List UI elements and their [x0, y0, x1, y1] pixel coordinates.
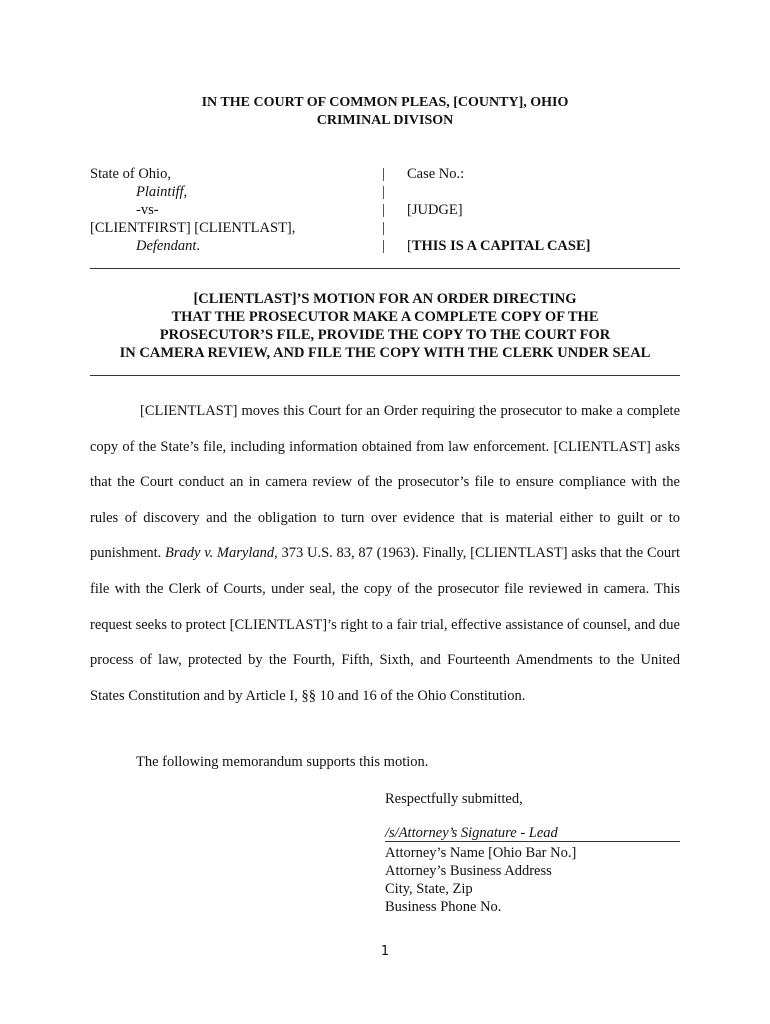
versus-label: -vs-: [136, 202, 159, 218]
case-caption: [90, 165, 680, 255]
plaintiff-role: Plaintiff,: [136, 184, 188, 200]
page-number: 1: [380, 944, 390, 959]
memorandum-line: The following memorandum supports this motion.: [136, 754, 429, 770]
defendant-name: [CLIENTFIRST] [CLIENTLAST],: [90, 220, 296, 236]
caption-separator: |: [382, 166, 385, 182]
caption-divider: [90, 268, 680, 269]
closing-text: Respectfully submitted,: [385, 791, 523, 807]
title-divider: [90, 375, 680, 376]
caption-separator: |: [382, 184, 385, 200]
attorney-address: Attorney’s Business Address: [385, 863, 552, 879]
defendant-role: Defendant.: [136, 238, 201, 254]
court-name: IN THE COURT OF COMMON PLEAS, [COUNTY], OHIO: [201, 95, 569, 110]
attorney-name: Attorney’s Name [Ohio Bar No.]: [385, 845, 577, 861]
motion-body: [90, 394, 680, 714]
caption-separator: |: [382, 238, 385, 254]
case-citation: Brady v. Maryland: [165, 545, 275, 562]
court-heading: [90, 94, 680, 130]
caption-separator: |: [382, 202, 385, 218]
plaintiff-name: State of Ohio,: [90, 166, 171, 182]
attorney-city: City, State, Zip: [385, 881, 473, 897]
attorney-phone: Business Phone No.: [385, 899, 502, 915]
judge-placeholder: [JUDGE]: [407, 202, 463, 218]
caption-separator: |: [382, 220, 385, 236]
motion-paragraph: [CLIENTLAST] moves this Court for an Order requiring the prosecutor to make a complete copy of the State’s file, including information obtained from law enforcement. [CLIENTLAST] asks that the Court conduct an in camera review of the prosecutor’s file to ensure compliance with the rules of discovery and the obligation to turn over evidence that is material either to guilt or to punishment. Brady v. Maryland, 373 U.S. 83, 87 (1963). Finally, [CLIENTLAST] asks that the Court file with the Clerk of Courts, under seal, the copy of the prosecutor file reviewed in camera. This request seeks to protect [CLIENTLAST]’s right to a fair trial, effective assistance of counsel, and due process of law, protected by the Fourth, Fifth, Sixth, and Fourteenth Amendments to the United States Constitution and by Article I, §§ 10 and 16 of the Ohio Constitution.: [90, 403, 680, 704]
case-number-label: Case No.:: [407, 166, 465, 182]
capital-case-notice: [THIS IS A CAPITAL CASE]: [407, 238, 591, 254]
signature-line: /s/Attorney’s Signature - Lead: [385, 825, 680, 842]
motion-title: [CLIENTLAST]’S MOTION FOR AN ORDER DIRECTING THAT THE PROSECUTOR MAKE A COMPLETE COPY OF THE PROSECUTOR’S FILE, PROVIDE THE COPY TO THE COURT FOR IN CAMERA REVIEW, AND FILE THE COPY WITH THE CLERK UNDER SEAL: [119, 291, 651, 361]
court-division: CRIMINAL DIVISON: [316, 113, 454, 128]
